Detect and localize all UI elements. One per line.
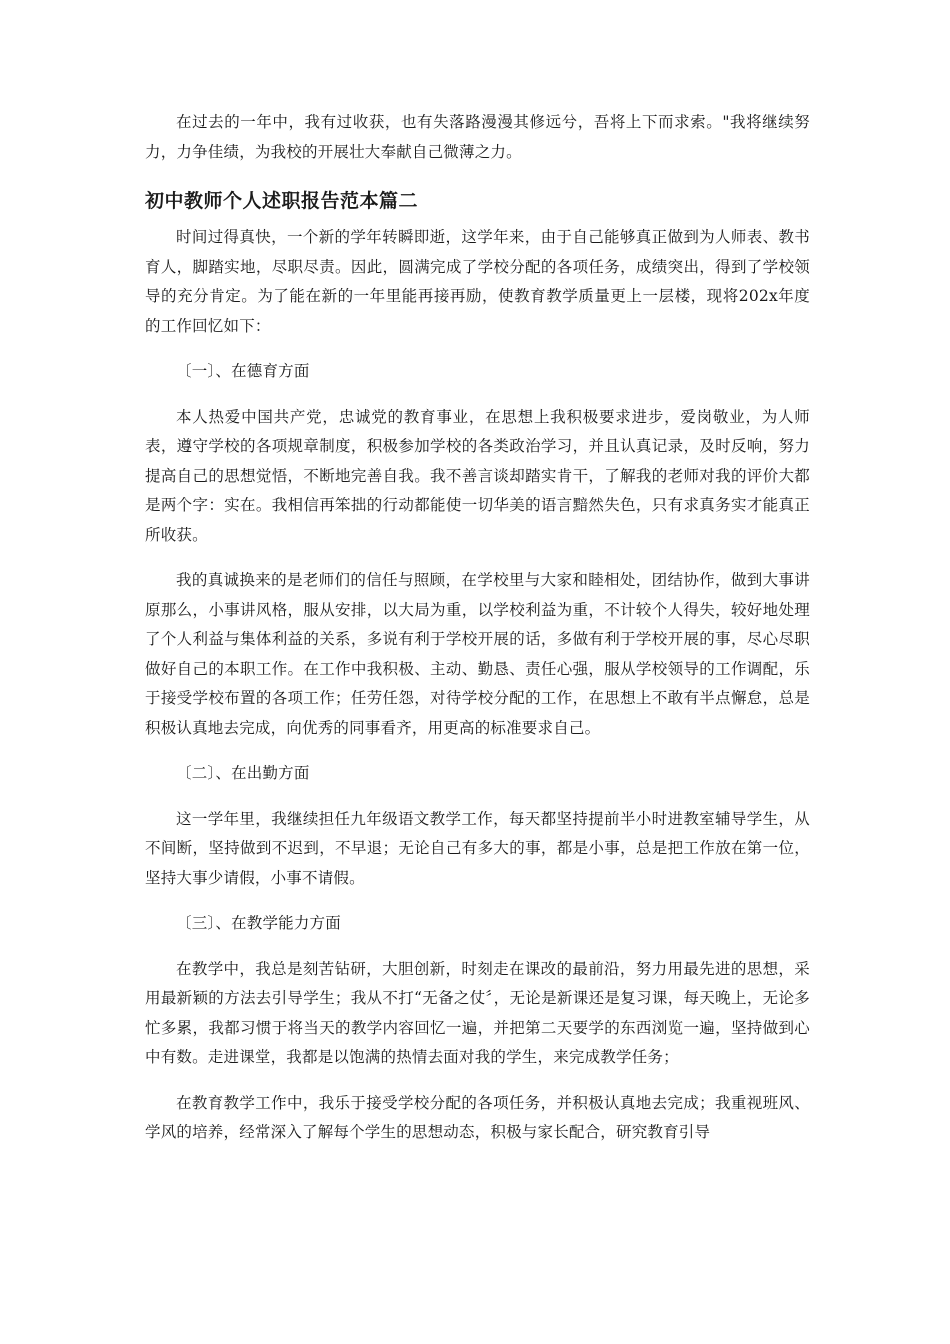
attendance-paragraph: 这一学年里，我继续担任九年级语文教学工作，每天都坚持提前半小时进教室辅导学生，从不间断，坚持做到不迟到，不早退；无论自己有多大的事，都是小事，总是把工作放在第一位，坚持大事少请假，小事不请假。 — [145, 809, 810, 887]
moral-paragraph-2: 我的真诚换来的是老师们的信任与照顾，在学校里与大家和睦相处，团结协作，做到大事讲原那么，小事讲风格，服从安排，以大局为重，以学校利益为重，不计较个人得失，较好地处理了个人利益与集体利益的关系，多说有利于学校开展的话，多做有利于学校开展的事，尽心尽职做好自己的本职工作。在工作中我积极、主动、勤恳、责任心强，服从学校领导的工作调配，乐于接受学校布置的各项工作；任劳任怨，对待学校分配的工作，在思想上不敢有半点懈怠，总是积极认真地去完成，向优秀的同事看齐，用更高的标准要求自己。 — [145, 571, 810, 737]
section-title: 初中教师个人述职报告范本篇二 — [145, 190, 419, 212]
heading-attendance: 〔二〕、在出勤方面 — [176, 764, 310, 782]
heading-moral: 〔一〕、在德育方面 — [176, 362, 310, 380]
heading-teaching: 〔三〕、在教学能力方面 — [176, 914, 341, 932]
document-page — [145, 108, 810, 1148]
opening-paragraph: 时间过得真快，一个新的学年转瞬即逝，这学年来，由于自己能够真正做到为人师表、教书育人，脚踏实地，尽职尽责。因此，圆满完成了学校分配的各项任务，成绩突出，得到了学校领导的充分肯定。为了能在新的一年里能再接再励，使教育教学质量更上一层楼，现将202x年度的工作回忆如下： — [145, 228, 810, 335]
moral-paragraph-1: 本人热爱中国共产党，忠诚党的教育事业，在思想上我积极要求进步，爱岗敬业，为人师表，遵守学校的各项规章制度，积极参加学校的各类政治学习，并且认真记录，及时反响，努力提高自己的思想觉悟，不断地完善自我。我不善言谈却踏实肯干，了解我的老师对我的评价大都是两个字：实在。我相信再笨拙的行动都能使一切华美的语言黯然失色，只有求真务实才能真正所收获。 — [145, 407, 810, 544]
teaching-paragraph-2: 在教育教学工作中，我乐于接受学校分配的各项任务，并积极认真地去完成；我重视班风、学风的培养，经常深入了解每个学生的思想动态，积极与家长配合，研究教育引导 — [145, 1093, 810, 1141]
teaching-paragraph-1: 在教学中，我总是刻苦钻研，大胆创新，时刻走在课改的最前沿，努力用最先进的思想，采用最新颖的方法去引导学生；我从不打“无备之仗〞，无论是新课还是复习课，每天晚上，无论多忙多累，我都习惯于将当天的教学内容回忆一遍，并把第二天要学的东西浏览一遍，坚持做到心中有数。走进课堂，我都是以饱满的热情去面对我的学生，来完成教学任务； — [145, 959, 810, 1066]
intro-paragraph: 在过去的一年中，我有过收获，也有失落路漫漫其修远兮，吾将上下而求索。"我将继续努力，力争佳绩，为我校的开展壮大奉献自己微薄之力。 — [145, 113, 810, 161]
